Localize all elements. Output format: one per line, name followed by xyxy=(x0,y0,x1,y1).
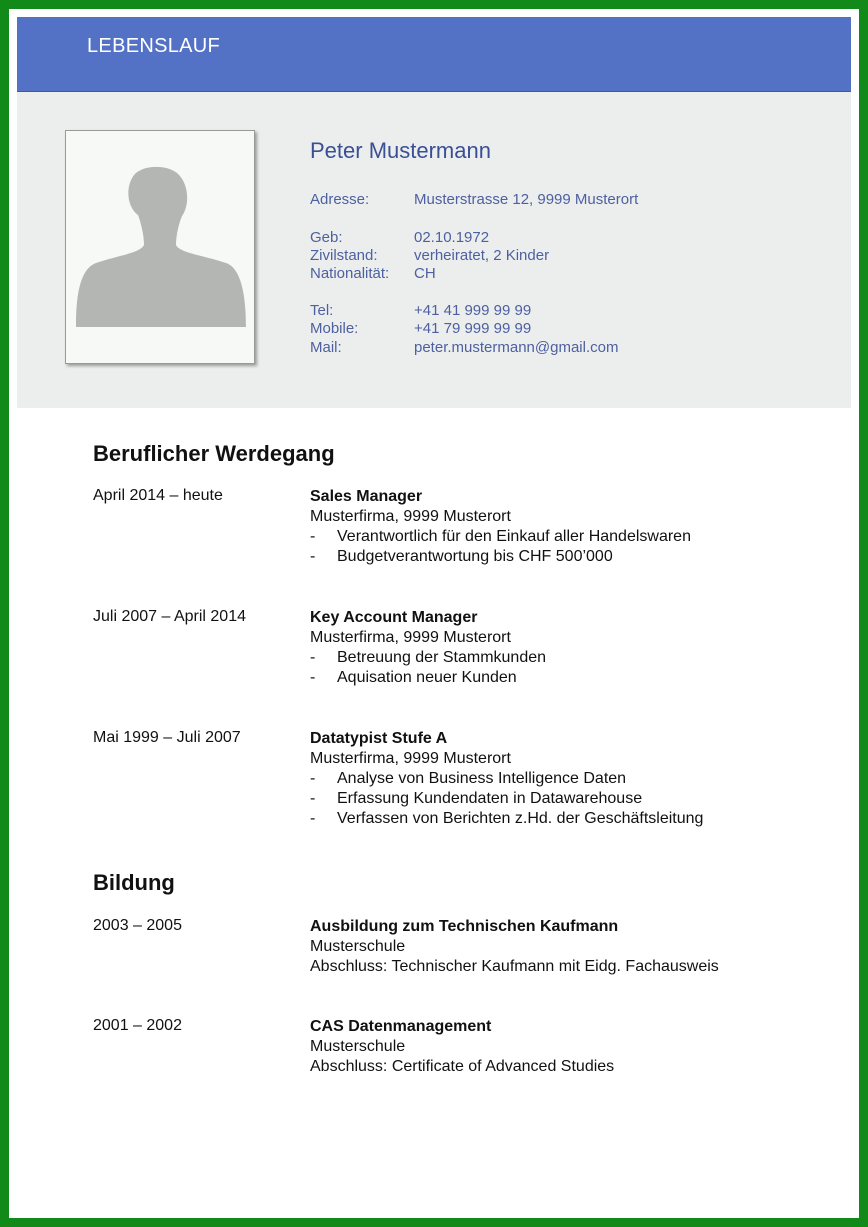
header-bar xyxy=(17,17,851,92)
mobile-label: Mobile: xyxy=(310,320,359,337)
education-heading: Bildung xyxy=(93,870,175,895)
entry-details xyxy=(310,917,810,977)
entry-date: Juli 2007 – April 2014 xyxy=(93,608,246,625)
nationality-value: CH xyxy=(414,265,436,282)
document-title: LEBENSLAUF xyxy=(87,35,221,57)
task-text: Verfassen von Berichten z.Hd. der Geschäftsleitung xyxy=(337,810,704,827)
phone-label: Tel: xyxy=(310,302,334,319)
job-title: Key Account Manager xyxy=(310,609,478,626)
company: Musterfirma, 9999 Musterort xyxy=(310,508,511,525)
task-item: - Aquisation neuer Kunden xyxy=(310,669,517,686)
school: Musterschule xyxy=(310,938,406,955)
birthdate-label: Geb: xyxy=(310,229,343,246)
degree: Abschluss: Certificate of Advanced Studies xyxy=(310,1058,615,1075)
task-text: Analyse von Business Intelligence Daten xyxy=(337,770,627,787)
task-item: - Verfassen von Berichten z.Hd. der Geschäftsleitung xyxy=(310,810,704,827)
task-item: - Budgetverantwortung bis CHF 500’000 xyxy=(310,548,613,565)
person-name: Peter Mustermann xyxy=(310,138,491,163)
email-value: peter.mustermann@gmail.com xyxy=(414,339,619,356)
entry-date: 2003 – 2005 xyxy=(93,917,182,934)
task-text: Betreuung der Stammkunden xyxy=(337,649,547,666)
person-silhouette-icon xyxy=(76,165,246,329)
task-item: - Erfassung Kundendaten in Datawarehouse xyxy=(310,790,643,807)
profile-photo xyxy=(65,130,255,364)
email-label: Mail: xyxy=(310,339,342,356)
entry-details xyxy=(310,729,810,829)
civil-status-value: verheiratet, 2 Kinder xyxy=(414,247,550,264)
task-item: - Verantwortlich für den Einkauf aller Handelswaren xyxy=(310,528,691,545)
address-label: Adresse: xyxy=(310,191,370,208)
company: Musterfirma, 9999 Musterort xyxy=(310,750,511,767)
degree: Abschluss: Technischer Kaufmann mit Eidg. Fachausweis xyxy=(310,958,719,975)
task-item: - Analyse von Business Intelligence Daten xyxy=(310,770,627,787)
task-item: - Betreuung der Stammkunden xyxy=(310,649,547,666)
job-title: Datatypist Stufe A xyxy=(310,730,448,747)
job-title: Sales Manager xyxy=(310,488,423,505)
task-text: Erfassung Kundendaten in Datawarehouse xyxy=(337,790,643,807)
birthdate-value: 02.10.1972 xyxy=(414,229,490,246)
entry-details xyxy=(310,487,810,567)
task-text: Verantwortlich für den Einkauf aller Handelswaren xyxy=(337,528,691,545)
entry-date: April 2014 – heute xyxy=(93,487,223,504)
course-title: Ausbildung zum Technischen Kaufmann xyxy=(310,918,619,935)
entry-date: Mai 1999 – Juli 2007 xyxy=(93,729,241,746)
task-text: Budgetverantwortung bis CHF 500’000 xyxy=(337,548,613,565)
civil-status-label: Zivilstand: xyxy=(310,247,378,264)
phone-value: +41 41 999 99 99 xyxy=(414,302,532,319)
mobile-value: +41 79 999 99 99 xyxy=(414,320,532,337)
task-text: Aquisation neuer Kunden xyxy=(337,669,517,686)
entry-date: 2001 – 2002 xyxy=(93,1017,182,1034)
company: Musterfirma, 9999 Musterort xyxy=(310,629,511,646)
school: Musterschule xyxy=(310,1038,406,1055)
career-heading: Beruflicher Werdegang xyxy=(93,441,335,466)
profile-section xyxy=(17,92,851,408)
address-value: Musterstrasse 12, 9999 Musterort xyxy=(414,191,639,208)
entry-details xyxy=(310,608,810,688)
entry-details xyxy=(310,1017,810,1077)
course-title: CAS Datenmanagement xyxy=(310,1018,492,1035)
nationality-label: Nationalität: xyxy=(310,265,390,282)
